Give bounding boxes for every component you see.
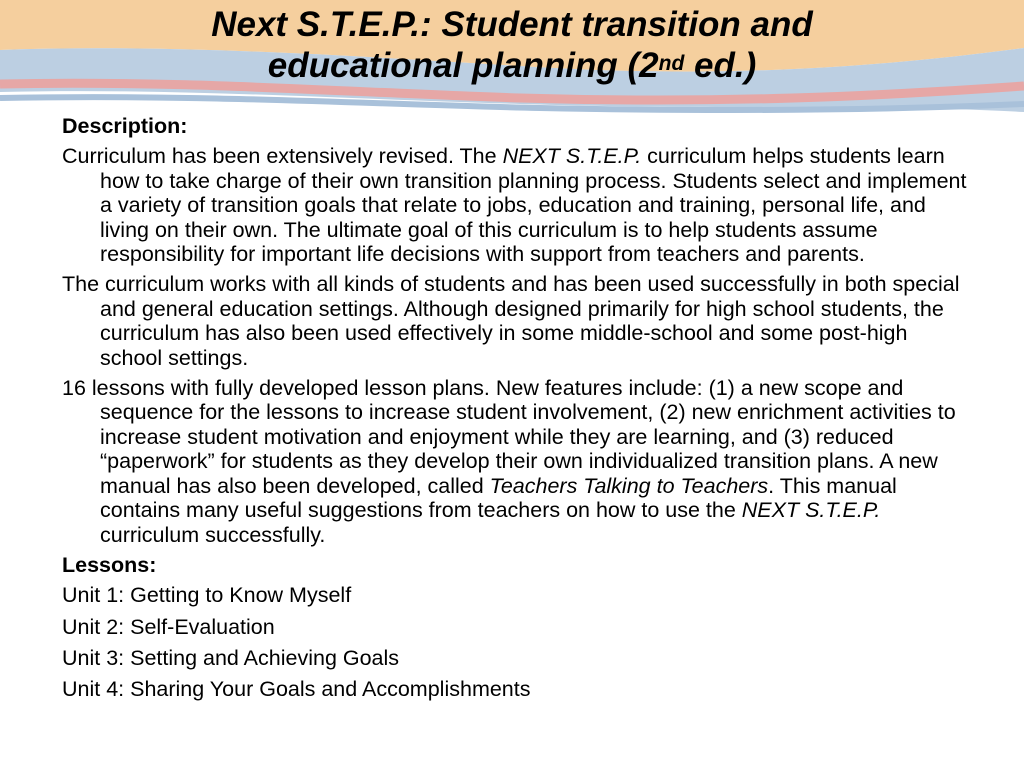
- p1-italic-1: NEXT S.T.E.P.: [502, 144, 642, 169]
- description-paragraph-2: The curriculum works with all kinds of students and has been used successfully in both special and general education settings. Although designed primarily for high school students, the curriculum has also been used effectively in some middle-school and some post-high school settings.: [62, 272, 960, 370]
- unit-item: Unit 3: Setting and Achieving Goals: [62, 645, 400, 670]
- unit-item: Unit 4: Sharing Your Goals and Accomplishments: [62, 676, 531, 701]
- p3-text-2: . This manual contains many useful suggestions from teachers on how to use the: [100, 473, 897, 523]
- slide-body: [62, 114, 972, 708]
- p1-text-1: Curriculum has been extensively revised. The: [62, 144, 503, 169]
- description-paragraph-1: [62, 144, 972, 266]
- slide-title: [0, 4, 1024, 86]
- description-paragraph-3: [62, 376, 972, 547]
- p3-italic-1: Teachers Talking to Teachers: [489, 473, 769, 498]
- description-heading: Description:: [62, 114, 188, 138]
- p1-text-2: curriculum helps students learn how to take charge of their own transition planning process. Students select and implement a variety of transition goals that relate to jobs, education and training, personal life, and living on their own. The ultimate goal of this curriculum is to help students assume responsibility for important life decisions with support from teachers and parents.: [100, 144, 967, 267]
- p3-text-3: curriculum successfully.: [100, 522, 326, 547]
- title-line-2-main: educational planning (2: [267, 46, 659, 85]
- unit-item: Unit 2: Self-Evaluation: [62, 614, 275, 639]
- p3-text-1: 16 lessons with fully developed lesson plans. New features include: (1) a new scope and sequence for the lessons to increase student involvement, (2) new enrichment activities to increase student motivation and enjoyment while they are learning, and (3) reduced “paperwork” for students as they develop their own individualized transition plans. A new manual has also been developed, called: [62, 376, 956, 498]
- title-line-2-tail: ed.): [684, 46, 757, 85]
- lessons-heading: Lessons:: [62, 552, 157, 577]
- unit-item: Unit 1: Getting to Know Myself: [62, 583, 352, 608]
- title-superscript: nd: [658, 52, 685, 75]
- title-line-1: Next S.T.E.P.: Student transition and: [211, 5, 813, 44]
- title-line-2: [0, 45, 1024, 86]
- p3-italic-2: NEXT S.T.E.P.: [741, 498, 881, 523]
